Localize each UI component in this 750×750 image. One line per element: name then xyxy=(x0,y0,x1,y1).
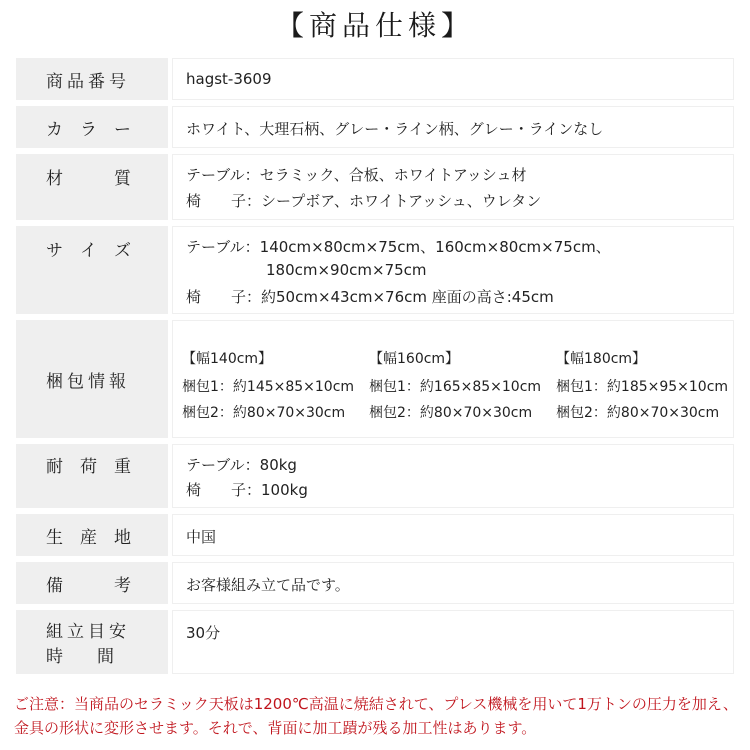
package-160-p2: 梱包2：約80×70×30cm xyxy=(369,405,533,421)
notes-text: お客様組み立て品です。 xyxy=(186,576,350,594)
label-origin: 生 産 地 xyxy=(16,514,168,556)
size-line-table: テーブル：140cm×80cm×75cm、160cm×80cm×75cm、 xyxy=(186,238,611,256)
row-package xyxy=(16,320,734,438)
row-load xyxy=(16,444,734,508)
package-140-p2: 梱包2：約80×70×30cm xyxy=(182,405,346,421)
row-assembly-time xyxy=(16,610,734,674)
label-size-text: サ イ ズ xyxy=(46,241,131,261)
row-notes xyxy=(16,562,734,604)
assembly-time-text: 30分 xyxy=(186,624,221,642)
origin-text: 中国 xyxy=(186,528,217,546)
value-package xyxy=(172,320,734,438)
notice-text: ご注意：当商品のセラミック天板は1200℃高温に焼結されて、プレス機械を用いて1万トンの圧力を加え、金具の形状に変形させます。それで、背面に加工蹟が残る加工性はあります。 xyxy=(14,695,738,737)
label-notes: 備 考 xyxy=(16,562,168,604)
size-line-chair: 椅 子：約50cm×43cm×76cm 座面の高さ:45cm xyxy=(186,288,554,306)
label-package: 梱包情報 xyxy=(16,320,168,438)
product-number-text: hagst-3609 xyxy=(186,70,272,88)
row-origin xyxy=(16,514,734,556)
load-line-chair: 椅 子：100kg xyxy=(186,481,308,499)
value-size xyxy=(172,226,734,314)
value-assembly-time xyxy=(172,610,734,674)
row-color xyxy=(16,106,734,148)
row-size xyxy=(16,226,734,314)
package-140-p1: 梱包1：約145×85×10cm xyxy=(182,379,355,395)
package-head-180: 【幅180cm】 xyxy=(556,351,647,367)
label-assembly-line1: 組立目安 xyxy=(46,622,130,642)
row-material xyxy=(16,154,734,220)
package-head-160: 【幅160cm】 xyxy=(369,351,460,367)
row-product-number xyxy=(16,58,734,100)
value-origin xyxy=(172,514,734,556)
size-line-table-cont: 180cm×90cm×75cm xyxy=(266,261,427,279)
label-assembly-time xyxy=(16,610,168,674)
label-color: カ ラ ー xyxy=(16,106,168,148)
page-title: 【商品仕様】 xyxy=(275,9,474,42)
label-material-text: 材 質 xyxy=(46,169,131,189)
load-line-table: テーブル：80kg xyxy=(186,456,297,474)
label-load-text: 耐 荷 重 xyxy=(46,457,131,477)
value-notes xyxy=(172,562,734,604)
material-line-table: テーブル：セラミック、合板、ホワイトアッシュ材 xyxy=(186,166,527,184)
material-line-chair: 椅 子：シープボア、ホワイトアッシュ、ウレタン xyxy=(186,192,542,210)
package-180-p2: 梱包2：約80×70×30cm xyxy=(556,405,720,421)
label-product-number: 商品番号 xyxy=(16,58,168,100)
label-material xyxy=(16,154,168,220)
package-head-140: 【幅140cm】 xyxy=(182,351,273,367)
label-load xyxy=(16,444,168,508)
label-assembly-line2: 時 間 xyxy=(46,647,114,667)
label-size xyxy=(16,226,168,314)
value-load xyxy=(172,444,734,508)
color-text: ホワイト、大理石柄、グレー・ライン柄、グレー・ラインなし xyxy=(186,120,604,138)
value-product-number xyxy=(172,58,734,100)
package-160-p1: 梱包1：約165×85×10cm xyxy=(369,379,542,395)
value-color xyxy=(172,106,734,148)
package-180-p1: 梱包1：約185×95×10cm xyxy=(556,379,729,395)
value-material xyxy=(172,154,734,220)
